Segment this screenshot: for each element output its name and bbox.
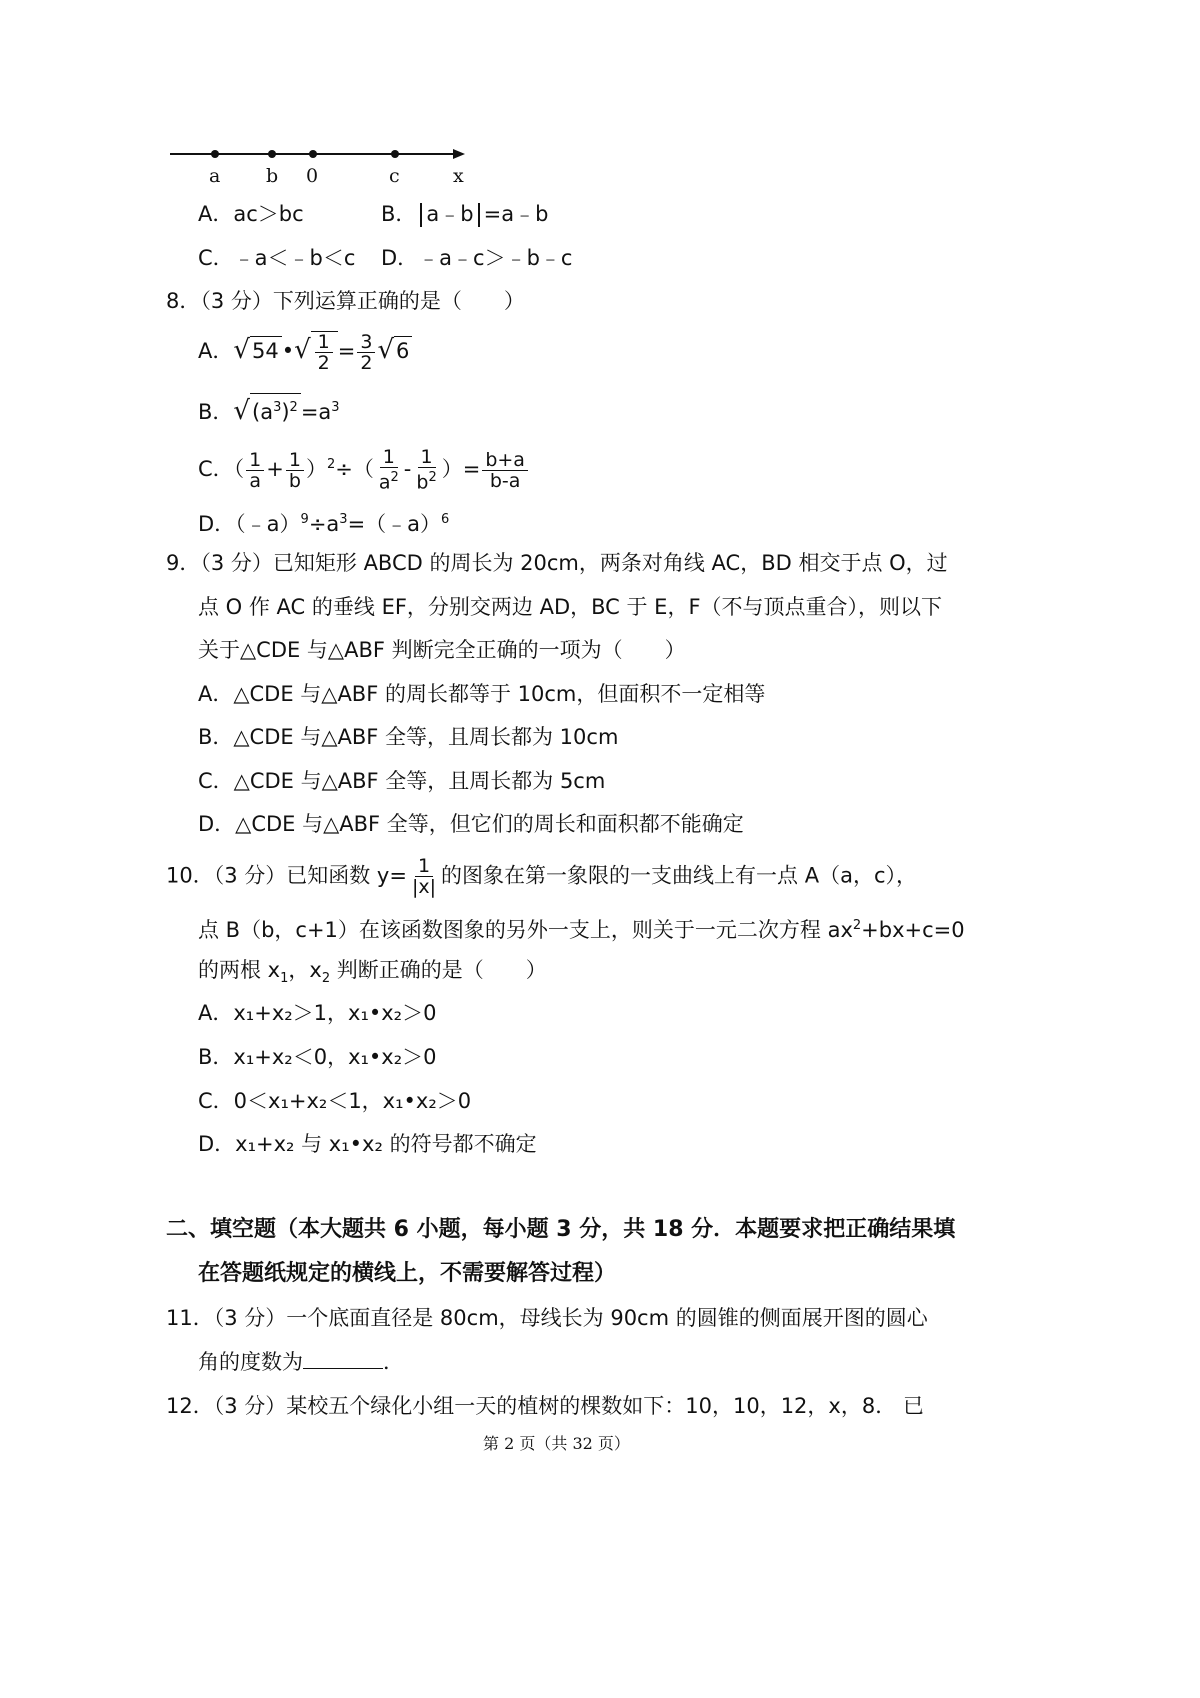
q10-option-d-text: x₁+x₂ 与 x₁•x₂ 的符号都不确定 xyxy=(235,1132,537,1156)
q10-option-a-text: x₁+x₂＞1，x₁•x₂＞0 xyxy=(233,1001,437,1025)
q10-line-3-sub-1: 1 xyxy=(280,971,289,987)
q10-option-d-label: D． xyxy=(198,1132,236,1156)
q10-option-b-label: B． xyxy=(198,1045,234,1069)
q9-option-c: C．△CDE 与△ABF 全等，且周长都为 5cm xyxy=(198,769,606,793)
q11-line-2-pre: 角的度数为 xyxy=(198,1350,303,1374)
abs-right-bar xyxy=(478,203,480,227)
q10-line-2-post: +bx+c=0 xyxy=(861,918,965,942)
q9-option-b: B．△CDE 与△ABF 全等，且周长都为 10cm xyxy=(198,725,619,749)
q8-a-radicand-1: 54 xyxy=(250,336,282,365)
frac-den-base: a xyxy=(378,471,391,494)
frac-numerator: 1 xyxy=(246,450,264,471)
q7-option-b xyxy=(381,199,548,229)
point-a-dot xyxy=(211,150,219,158)
q8-d-mid: ÷a xyxy=(308,512,340,536)
q8-b-exp-res: 3 xyxy=(331,400,340,415)
q8-c-frac-3 xyxy=(376,447,402,492)
q7-option-a: A．ac＞bc xyxy=(198,202,304,226)
q8-b-exp-out: 2 xyxy=(289,400,298,415)
q11-line-1: 11．（3 分）一个底面直径是 80cm，母线长为 90cm 的圆锥的侧面展开图的圆心 xyxy=(166,1306,928,1330)
q8-a-frac xyxy=(315,332,333,373)
page-footer: 第 2 页（共 32 页） xyxy=(483,1434,630,1453)
q10-line-3-pre: 的两根 x xyxy=(198,958,281,982)
q8-option-a-label: A． xyxy=(198,339,234,363)
point-0-label: 0 xyxy=(306,165,319,187)
q12-line-1: 12．（3 分）某校五个绿化小组一天的植树的棵数如下：10，10，12，x，8． 已 xyxy=(166,1394,924,1418)
q8-b-base: (a xyxy=(252,400,274,424)
q8-d-exp-3: 6 xyxy=(441,512,450,527)
q8-c-plus: + xyxy=(266,457,284,481)
q10-func-frac xyxy=(409,856,439,897)
frac-denominator xyxy=(413,468,439,492)
point-c-dot xyxy=(391,150,399,158)
point-b-dot xyxy=(268,150,276,158)
frac-numerator: 1 xyxy=(418,447,436,468)
frac-numerator: 3 xyxy=(357,332,375,353)
frac-numerator: 1 xyxy=(415,856,433,877)
q8-b-close: ) xyxy=(281,400,290,424)
q10-line-3 xyxy=(198,955,547,994)
q8-a-radicand-2: 6 xyxy=(394,336,412,365)
point-0-dot xyxy=(309,150,317,158)
q11-line-2 xyxy=(198,1347,404,1377)
answer-blank[interactable] xyxy=(303,1348,383,1369)
q7-option-c: C．﹣a＜﹣b＜c xyxy=(198,246,356,270)
frac-denominator: 2 xyxy=(360,351,373,374)
q10-line-1-pre: 10．（3 分）已知函数 y= xyxy=(166,863,407,888)
q10-line-2-exp: 2 xyxy=(852,918,862,933)
sqrt-icon: √ xyxy=(377,335,395,365)
q8-b-eq: =a xyxy=(300,400,332,424)
sqrt-icon: √ xyxy=(294,335,311,365)
frac-denominator xyxy=(376,468,402,492)
q8-option-c-label: C．（ xyxy=(198,457,245,481)
frac-den-exp: 2 xyxy=(390,470,399,486)
number-line xyxy=(165,138,485,188)
q8-c-close-2: ）= xyxy=(441,457,481,481)
axis-x-label: x xyxy=(453,165,464,187)
q8-a-dot: • xyxy=(281,339,295,363)
q9-line-2: 点 O 作 AC 的垂线 EF，分别交两边 AD，BC 于 E，F（不与顶点重合），则以下 xyxy=(198,595,943,619)
q8-c-minus: - xyxy=(403,457,412,481)
number-line-arrow xyxy=(453,149,465,159)
q8-a-eq: = xyxy=(337,339,356,363)
point-c-label: c xyxy=(389,165,400,187)
frac-den-abs-x: x xyxy=(418,876,430,898)
q10-line-3-mid: ，x xyxy=(288,958,322,982)
q8-c-frac-4 xyxy=(413,447,439,492)
frac-den-exp: 2 xyxy=(428,470,437,486)
frac-numerator: 1 xyxy=(286,450,304,471)
abs-left-bar xyxy=(420,203,422,227)
frac-denominator: b xyxy=(288,469,301,492)
q10-option-a-label: A． xyxy=(198,1001,234,1025)
q10-option-c-label: C． xyxy=(198,1089,234,1113)
q10-line-2 xyxy=(198,911,965,945)
q10-option-b xyxy=(198,1042,437,1072)
q10-option-c-text: 0＜x₁+x₂＜1，x₁•x₂＞0 xyxy=(233,1089,472,1113)
frac-denominator: 2 xyxy=(317,351,330,374)
frac-numerator: 1 xyxy=(380,447,398,468)
q8-option-b xyxy=(198,393,340,427)
q9-option-a: A．△CDE 与△ABF 的周长都等于 10cm，但面积不一定相等 xyxy=(198,682,766,706)
q9-option-d: D．△CDE 与△ABF 全等，但它们的周长和面积都不能确定 xyxy=(198,812,744,836)
q8-a-result-frac xyxy=(357,332,375,373)
q11-line-2-post: ． xyxy=(383,1350,404,1374)
frac-den-base: b xyxy=(416,471,429,494)
q8-option-d xyxy=(198,505,449,539)
q8-option-a xyxy=(198,330,412,373)
q8-option-b-label: B． xyxy=(198,400,234,424)
q7-option-b-rest: =a﹣b xyxy=(483,202,549,226)
point-b-label: b xyxy=(266,165,279,187)
frac-denominator: |x| xyxy=(411,876,437,898)
q8-c-frac-1 xyxy=(246,450,264,491)
q8-c-square: 2 xyxy=(326,457,336,472)
q8-d-eq: =（﹣a） xyxy=(347,512,442,536)
frac-numerator: 1 xyxy=(315,332,333,353)
q10-line-3-sub-2: 2 xyxy=(321,971,331,987)
frac-denominator: a xyxy=(249,469,262,492)
q8-d-label: D．（﹣a） xyxy=(198,512,301,536)
q7-option-d: D．﹣a﹣c＞﹣b﹣c xyxy=(381,246,573,270)
q8-a-radicand-frac xyxy=(311,331,338,373)
q10-option-d xyxy=(198,1129,537,1159)
q10-option-c xyxy=(198,1086,471,1116)
section-2-heading-line-2: 在答题纸规定的横线上，不需要解答过程） xyxy=(198,1261,617,1286)
q9-line-3: 关于△CDE 与△ABF 判断完全正确的一项为（ ） xyxy=(198,638,686,662)
q8-stem: 8．（3 分）下列运算正确的是（ ） xyxy=(166,289,525,313)
q8-c-result-frac xyxy=(482,450,528,491)
q10-line-1 xyxy=(166,856,917,897)
sqrt-icon: √ xyxy=(233,396,250,426)
q8-c-div: ÷（ xyxy=(335,457,374,481)
q10-option-a xyxy=(198,998,436,1028)
q8-option-c xyxy=(198,443,530,493)
q10-line-2-pre: 点 B（b，c+1）在该函数图象的另外一支上，则关于一元二次方程 ax xyxy=(198,918,853,942)
frac-denominator: b-a xyxy=(489,469,521,492)
q8-b-radicand xyxy=(250,393,301,426)
q7-option-b-inner: a﹣b xyxy=(426,202,474,226)
q8-b-exp-in: 3 xyxy=(273,400,282,415)
point-a-label: a xyxy=(209,165,221,187)
q8-d-exp-1: 9 xyxy=(300,512,309,527)
q8-c-close-1: ） xyxy=(305,457,327,481)
q9-line-1: 9．（3 分）已知矩形 ABCD 的周长为 20cm，两条对角线 AC，BD 相交于点 O，过 xyxy=(166,551,948,575)
q10-line-1-post: 的图象在第一象限的一支曲线上有一点 A（a，c）， xyxy=(441,863,917,888)
q10-line-3-post: 判断正确的是（ ） xyxy=(330,958,547,982)
q8-d-exp-2: 3 xyxy=(339,512,348,527)
frac-numerator: b+a xyxy=(482,450,528,471)
q10-option-b-text: x₁+x₂＜0，x₁•x₂＞0 xyxy=(233,1045,437,1069)
q8-c-frac-2 xyxy=(286,450,304,491)
section-2-heading-line-1: 二、填空题（本大题共 6 小题，每小题 3 分，共 18 分．本题要求把正确结果填 xyxy=(166,1217,956,1242)
q7-option-b-label: B． xyxy=(381,202,417,226)
sqrt-icon: √ xyxy=(233,335,250,365)
